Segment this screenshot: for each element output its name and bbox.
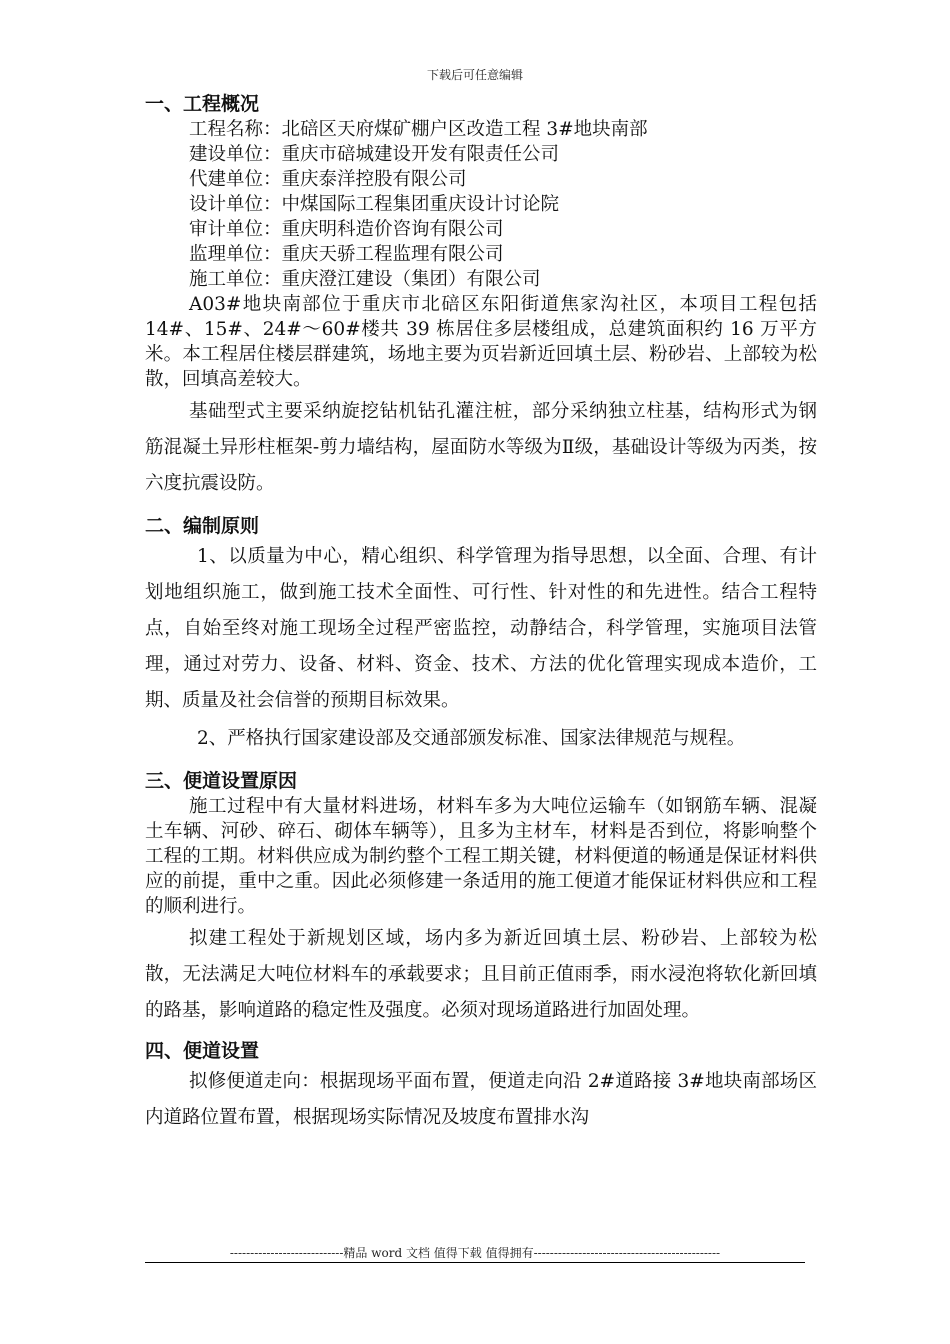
section-title: 四、便道设置: [145, 1040, 260, 1062]
reason-paragraph-2: 拟建工程处于新规划区域，场内多为新近回填土层、粉砂岩、上部较为松散，无法满足大吨位材料车的承载要求；且目前正值雨季，雨水浸泡将软化新回填的路基，影响道路的稳定性及强度。必须对现场道路进行加固处理。: [145, 928, 817, 1021]
page-header: 下载后可任意编辑: [426, 68, 523, 82]
section-title: 三、便道设置原因: [145, 770, 298, 792]
designer-line: 设计单位：中煤国际工程集团重庆设计讨论院: [189, 194, 560, 215]
footer-divider: [145, 1262, 805, 1263]
section-principles: [145, 514, 817, 757]
section-title: 一、工程概况: [145, 93, 260, 115]
page-footer: ----------------------------精品 word 文档 值得下载 值得拥有----------------------------------------------: [229, 1246, 721, 1260]
principle-paragraph-2: 2、严格执行国家建设部及交通部颁发标准、国家法律规范与规程。: [197, 728, 746, 749]
section-title: 二、编制原则: [145, 515, 260, 537]
section-road-setup: [145, 1039, 817, 1136]
principle-paragraph-1: 1、以质量为中心，精心组织、科学管理为指导思想，以全面、合理、有计划地组织施工，做到施工技术全面性、可行性、针对性的和先进性。结合工程特点，自始至终对施工现场全过程严密监控，动静结合，科学管理，实施项目法管理，通过对劳力、设备、材料、资金、技术、方法的优化管理实现成本造价，工期、质量及社会信誉的预期目标效果。: [145, 546, 817, 711]
section-road-reason: [145, 769, 817, 1029]
reason-paragraph-1: 施工过程中有大量材料进场，材料车多为大吨位运输车（如钢筋车辆、混凝土车辆、河砂、碎石、砌体车辆等），且多为主材车，材料是否到位，将影响整个工程的工期。材料供应成为制约整个工程工期关键，材料便道的畅通是保证材料供应的前提，重中之重。因此必须修建一条适用的施工便道才能保证材料供应和工程的顺利进行。: [145, 796, 817, 917]
contractor-line: 施工单位：重庆澄江建设（集团）有限公司: [189, 269, 541, 290]
foundation-paragraph: 基础型式主要采纳旋挖钻机钻孔灌注桩，部分采纳独立柱基，结构形式为钢筋混凝土异形柱框架-剪力墙结构，屋面防水等级为Ⅱ级，基础设计等级为丙类，按六度抗震设防。: [145, 401, 817, 494]
section-overview: [145, 92, 817, 502]
project-name-line: 工程名称：北碚区天府煤矿棚户区改造工程 3#地块南部: [189, 119, 648, 140]
document-body: [145, 92, 817, 1136]
agent-builder-line: 代建单位：重庆泰洋控股有限公司: [189, 169, 467, 190]
supervisor-line: 监理单位：重庆天骄工程监理有限公司: [189, 244, 504, 265]
setup-paragraph-1: 拟修便道走向：根据现场平面布置，便道走向沿 2#道路接 3#地块南部场区内道路位置布置，根据现场实际情况及坡度布置排水沟: [145, 1071, 817, 1128]
site-description-paragraph: A03#地块南部位于重庆市北碚区东阳街道焦家沟社区，本项目工程包括 14#、15#、24#～60#楼共 39 栋居住多层楼组成，总建筑面积约 16 万平方米。本工程居住楼层群建筑，场地主要为页岩新近回填土层、粉砂岩、上部较为松散，回填高差较大。: [145, 294, 817, 390]
auditor-line: 审计单位：重庆明科造价咨询有限公司: [189, 219, 504, 240]
builder-line: 建设单位：重庆市碚城建设开发有限责任公司: [189, 144, 560, 165]
